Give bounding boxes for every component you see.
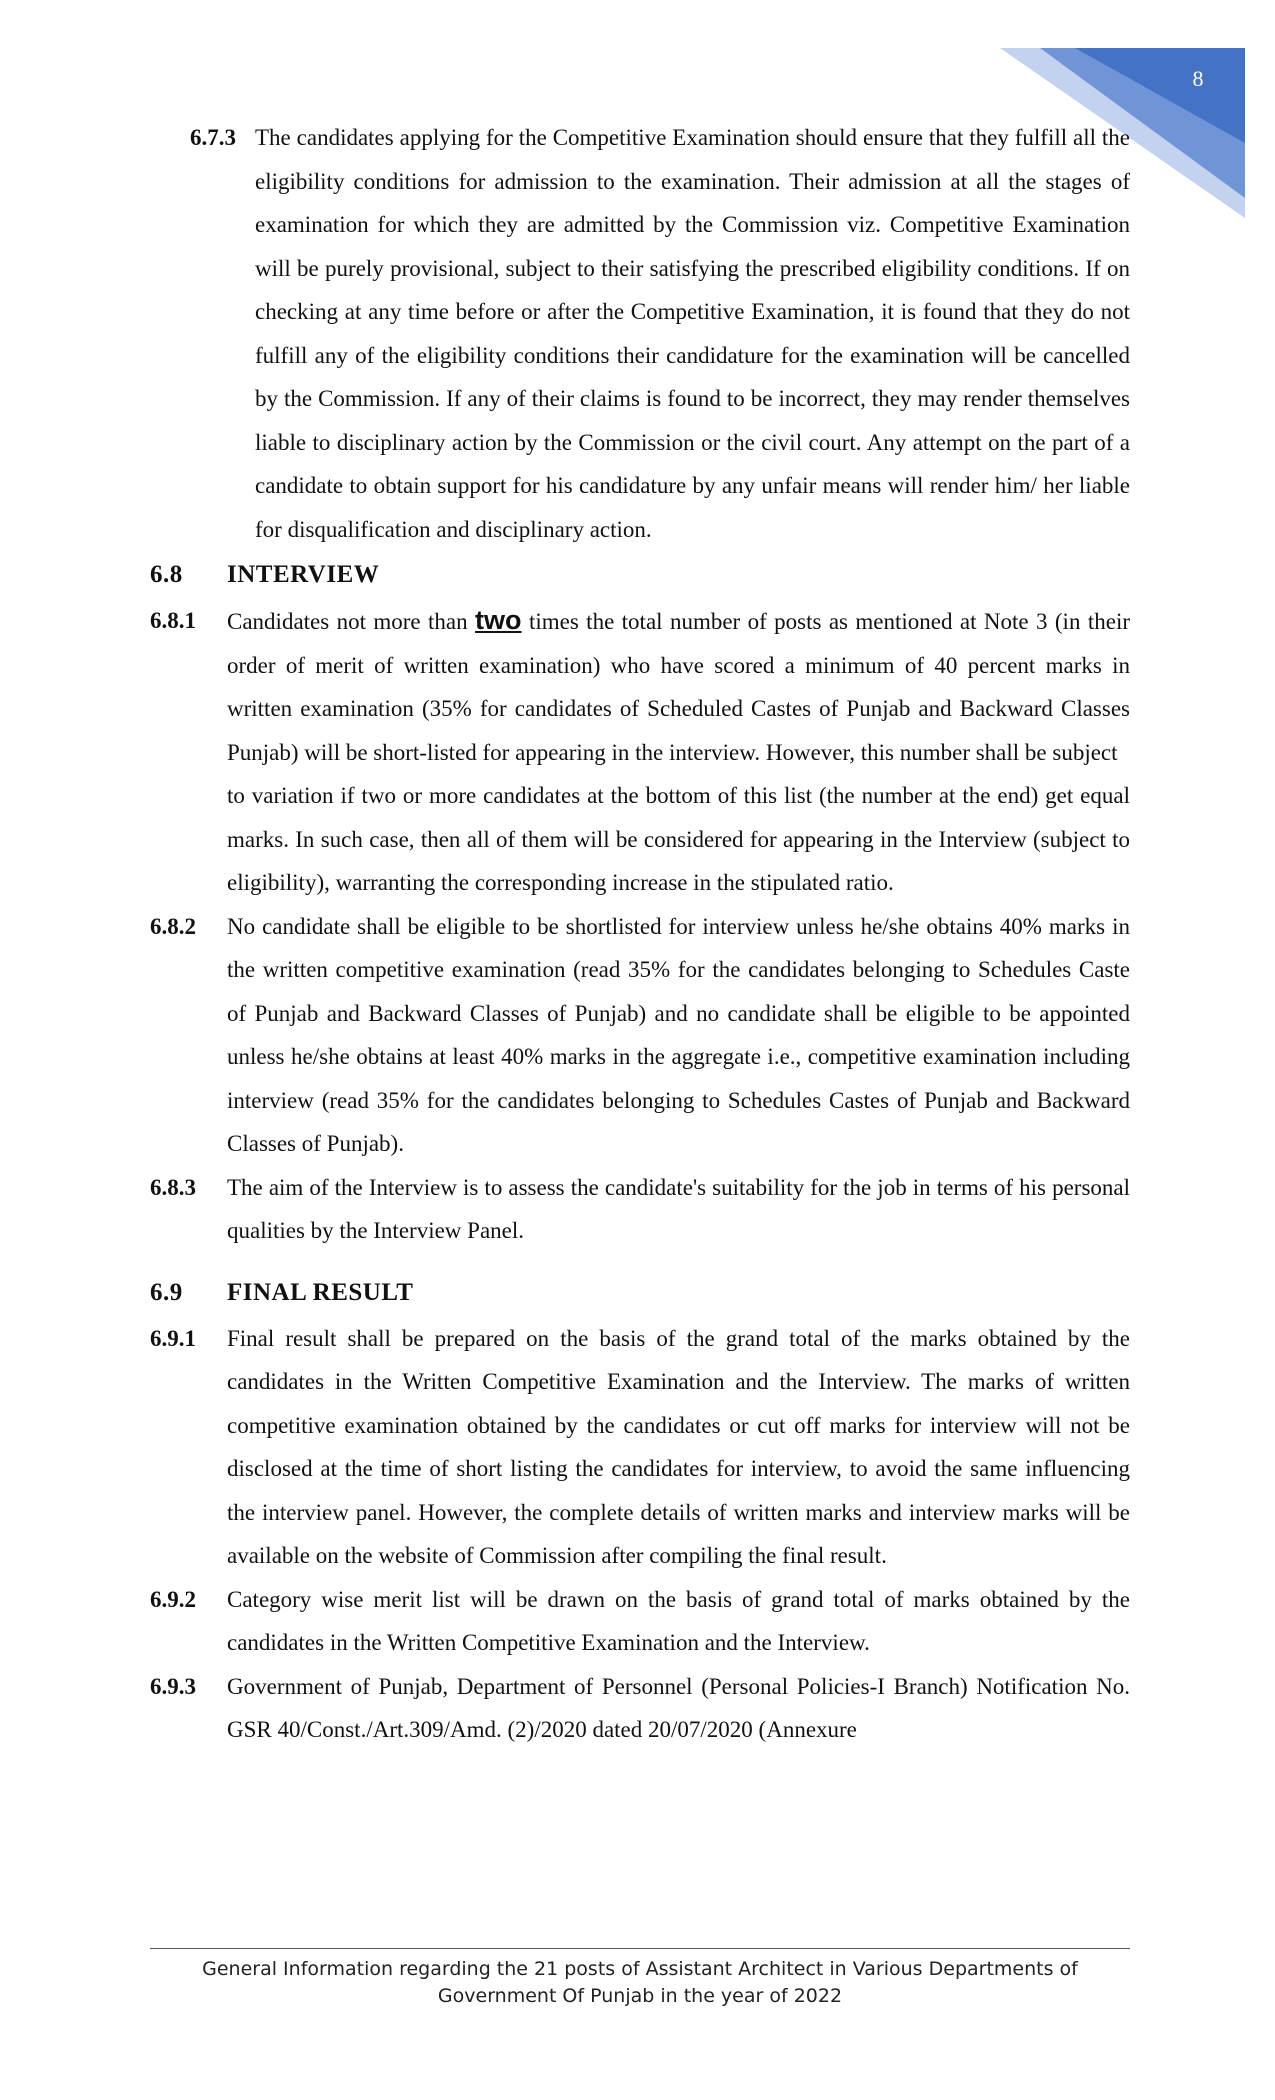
section-heading-interview <box>150 555 1130 595</box>
clause-6-9-2 <box>150 1578 1130 1665</box>
clause-6-9-1 <box>150 1317 1130 1578</box>
clause-6-8-1 <box>150 599 1130 774</box>
clause-number: 6.8.3 <box>150 1174 196 1200</box>
clause-number: 6.9.3 <box>150 1673 196 1699</box>
clause-number: 6.8.2 <box>150 913 196 939</box>
clause-text: No candidate shall be eligible to be shortlisted for interview unless he/she obtains 40% marks in the written competitive examination (read 35% for the candidates belonging to Schedules Caste of Punjab and Backward Classes of Punjab) and no candidate shall be eligible to be appointed unless he/she obtains at least 40% marks in the aggregate i.e., competitive examination including interview (read 35% for the candidates belonging to Schedules Castes of Punjab and Backward Classes of Punjab). <box>227 913 1130 1156</box>
footer-line-2: Government Of Punjab in the year of 2022 <box>437 1985 843 2007</box>
clause-number: 6.9.1 <box>150 1325 196 1351</box>
clause-text: The aim of the Interview is to assess the candidate's suitability for the job in terms of his personal qualities by the Interview Panel. <box>227 1174 1130 1243</box>
clause-number: 6.9.2 <box>150 1586 196 1612</box>
clause-text-before: Candidates not more than <box>227 609 476 634</box>
section-heading-final-result <box>150 1273 1130 1313</box>
page-footer <box>150 1956 1130 2010</box>
clause-6-8-3 <box>150 1166 1130 1253</box>
section-title: FINAL RESULT <box>227 1278 414 1306</box>
clause-6-7-3 <box>150 116 1130 551</box>
clause-6-9-3 <box>150 1665 1130 1752</box>
section-number: 6.8 <box>150 561 183 588</box>
clause-text: The candidates applying for the Competitive Examination should ensure that they fulfill all the eligibility conditions for admission to the examination. Their admission at all the stages of examination for which they are admitted by the Commission viz. Competitive Examination will be purely provisional, subject to their satisfying the prescribed eligibility conditions. If on checking at any time before or after the Competitive Examination, it is found that they do not fulfill any of the eligibility conditions their candidature for the examination will be cancelled by the Commission. If any of their claims is found to be incorrect, they may render themselves liable to disciplinary action by the Commission or the civil court. Any attempt on the part of a candidate to obtain support for his candidature by any unfair means will render him/ her liable for disqualification and disciplinary action. <box>255 125 1130 542</box>
clause-number: 6.7.3 <box>190 125 236 150</box>
clause-text <box>227 599 1130 774</box>
clause-text: Government of Punjab, Department of Personnel (Personal Policies-I Branch) Notification No. GSR 40/Const./Art.309/Amd. (2)/2020 dated 20/07/2020 (Annexure <box>227 1673 1130 1742</box>
page-number: 8 <box>1192 66 1204 91</box>
clause-number: 6.8.1 <box>150 608 196 633</box>
clause-6-8-1-continuation: to variation if two or more candidates at the bottom of this list (the number at the end) get equal marks. In such case, then all of them will be considered for appearing in the Interview (subject to eligibility), warranting the corresponding increase in the stipulated ratio. <box>227 783 1130 895</box>
document-body <box>150 116 1130 1752</box>
clause-text-after: times the total number of posts as mentioned at Note 3 (in their order of merit of written examination) who have scored a minimum of 40 percent marks in written examination (35% for candidates of Scheduled Castes of Punjab and Backward Classes Punjab) will be short-listed for appearing in the interview. However, this number shall be subject <box>227 609 1130 765</box>
clause-6-8-2 <box>150 905 1130 1166</box>
footer-divider <box>150 1948 1130 1949</box>
clause-text: Category wise merit list will be drawn on the basis of grand total of marks obtained by the candidates in the Written Competitive Examination and the Interview. <box>227 1586 1130 1655</box>
emphasis-two: two <box>475 605 522 635</box>
section-number: 6.9 <box>150 1278 183 1306</box>
section-title: INTERVIEW <box>227 561 380 588</box>
footer-line-1: General Information regarding the 21 posts of Assistant Architect in Various Departments of <box>202 1958 1078 1980</box>
clause-text: Final result shall be prepared on the basis of the grand total of the marks obtained by the candidates in the Written Competitive Examination and the Interview. The marks of written competitive examination obtained by the candidates or cut off marks for interview will not be disclosed at the time of short listing the candidates for interview, to avoid the same influencing the interview panel. However, the complete details of written marks and interview marks will be available on the website of Commission after compiling the final result. <box>227 1325 1130 1568</box>
